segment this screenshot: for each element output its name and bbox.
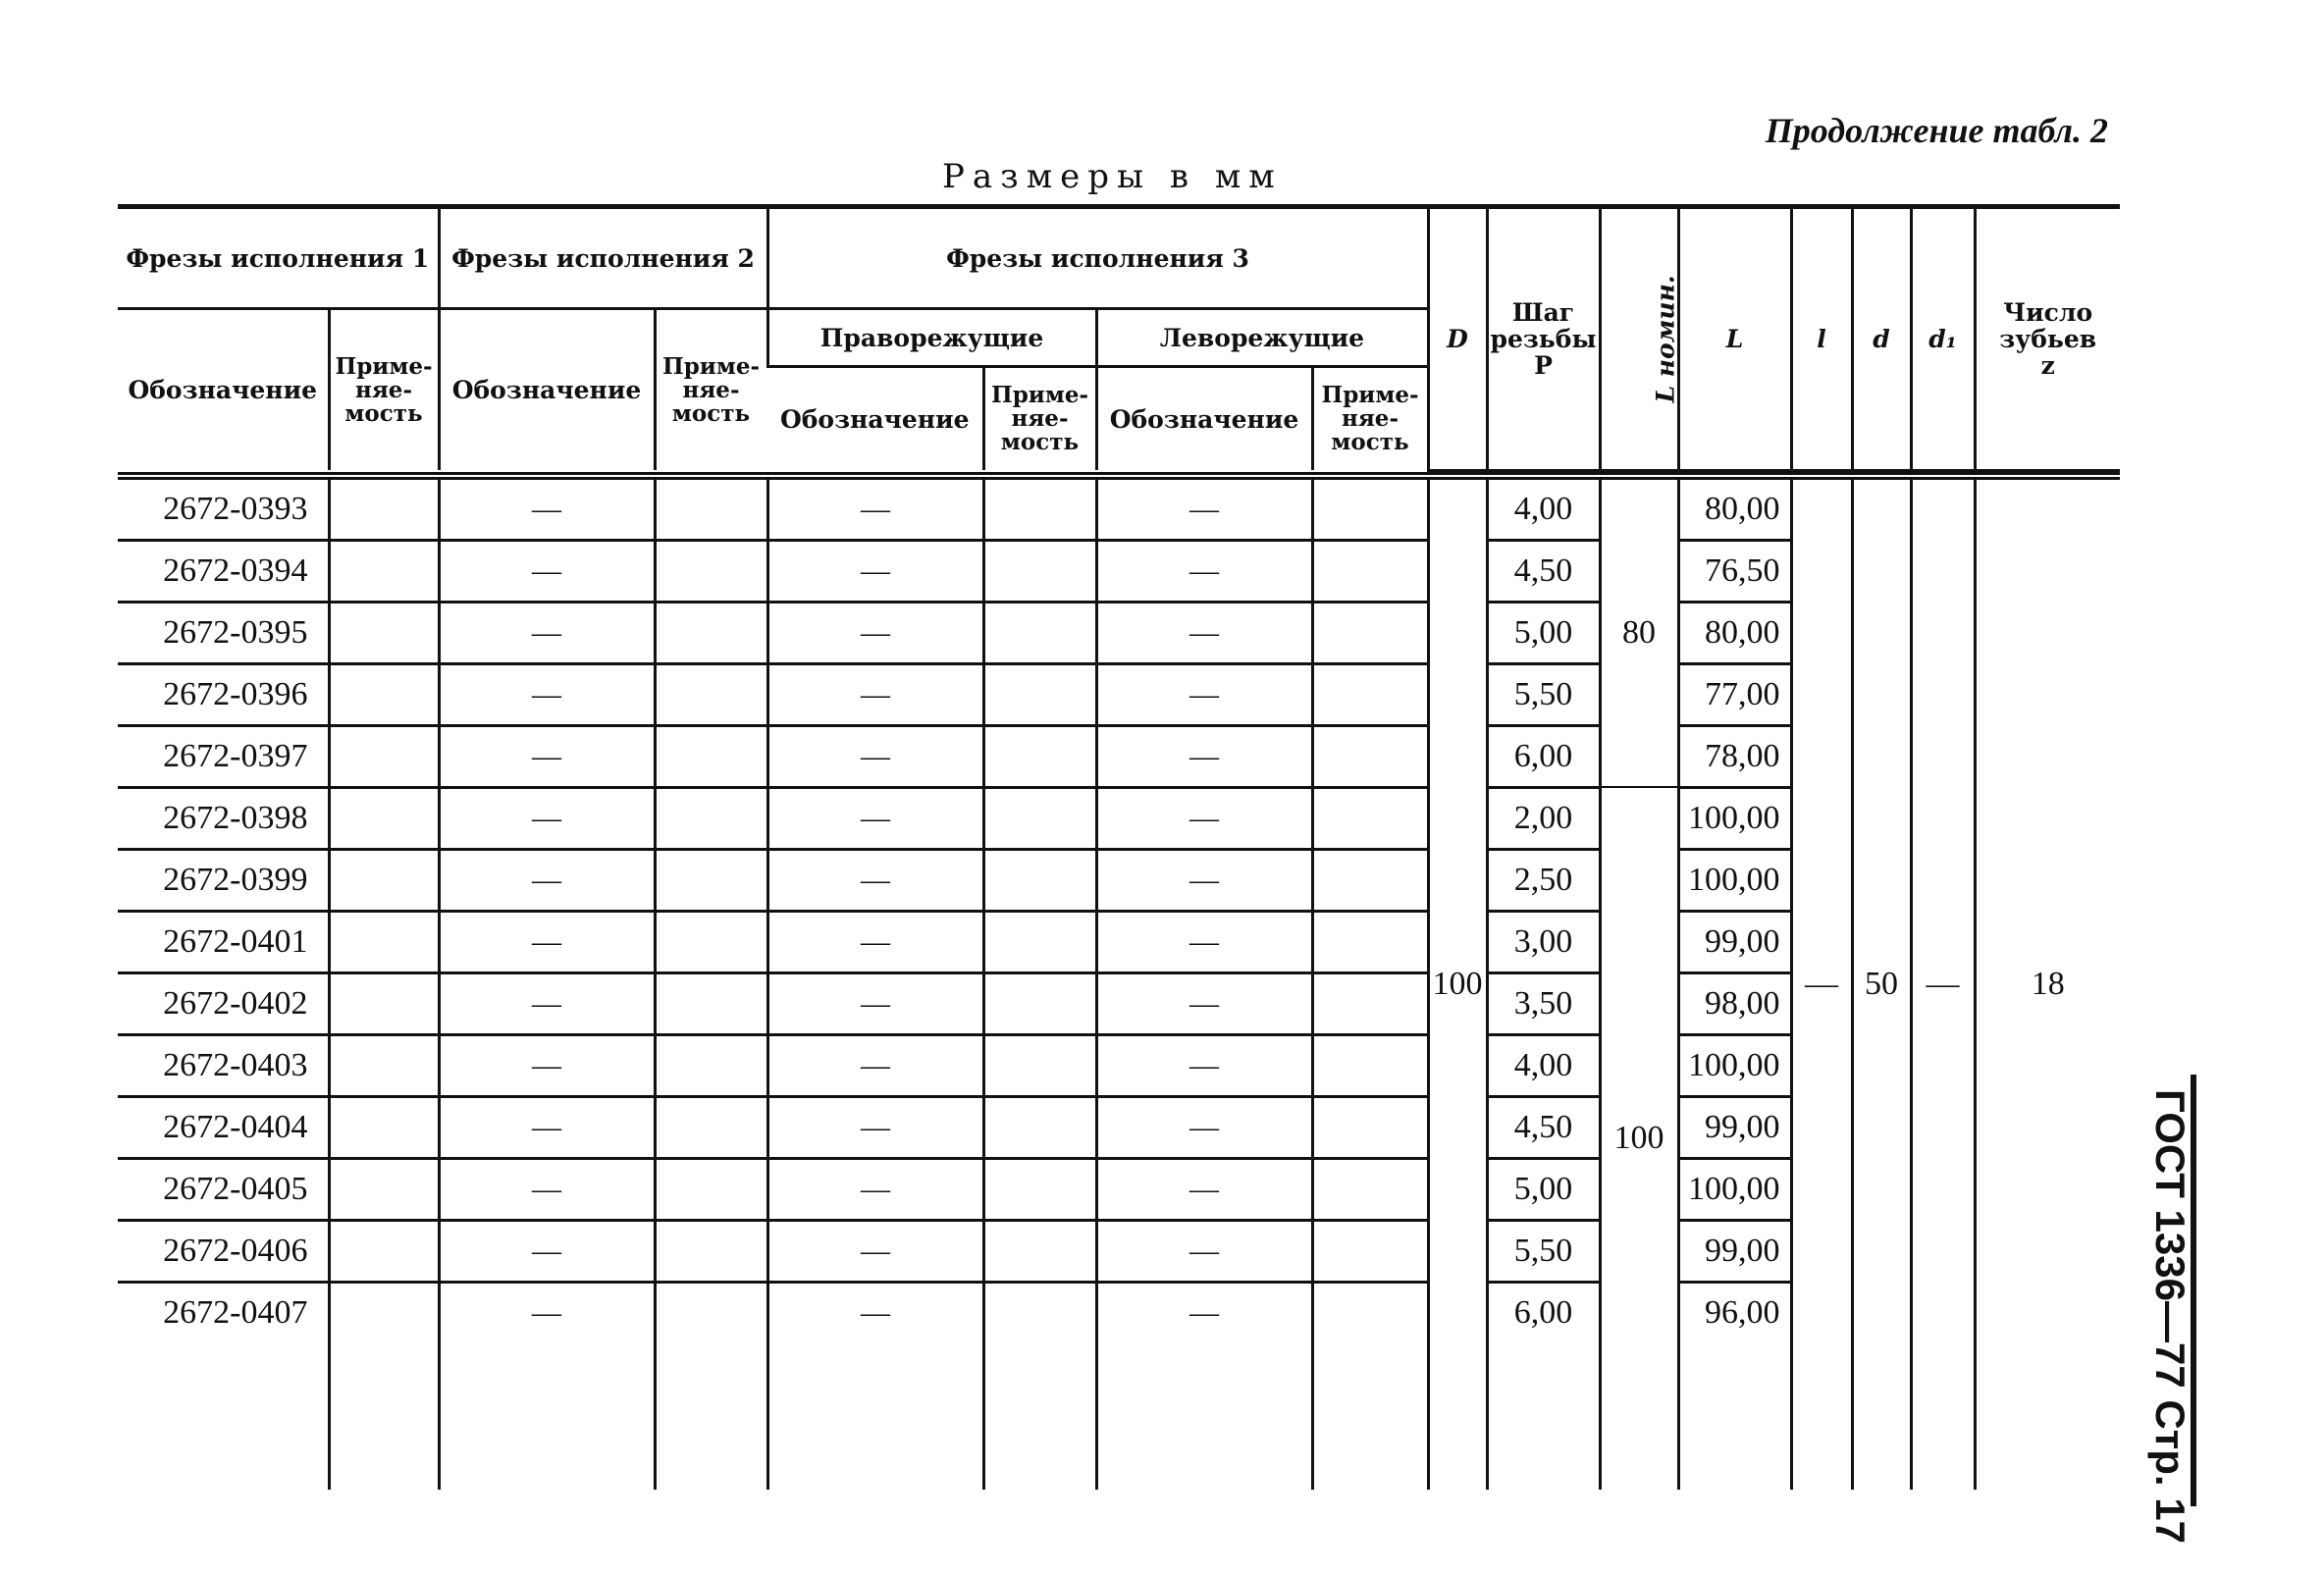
pitch-cell: 6,00 bbox=[1487, 1282, 1600, 1342]
sizes-table bbox=[118, 204, 2120, 1490]
applicability2-cell bbox=[655, 1220, 767, 1282]
designation-cell: 2672-0394 bbox=[118, 540, 329, 602]
right-applicability-cell bbox=[983, 1096, 1096, 1158]
right-applicability-cell bbox=[983, 1158, 1096, 1220]
l-nom-value-100: 100 bbox=[1600, 787, 1678, 1490]
right-designation-cell: — bbox=[767, 1034, 983, 1096]
right-designation-cell: — bbox=[767, 725, 983, 787]
table-body bbox=[118, 476, 2120, 1490]
applicability2-cell bbox=[655, 787, 767, 849]
designation2-cell: — bbox=[439, 602, 655, 663]
right-applicability-cell bbox=[983, 602, 1096, 663]
applicability-cell bbox=[329, 540, 439, 602]
applicability2-cell bbox=[655, 663, 767, 725]
left-designation-cell: — bbox=[1096, 725, 1312, 787]
left-applicability-cell bbox=[1312, 663, 1428, 725]
right-applicability-cell bbox=[983, 911, 1096, 972]
applicability2-cell bbox=[655, 540, 767, 602]
left-designation-cell: — bbox=[1096, 911, 1312, 972]
applicability2-cell bbox=[655, 849, 767, 911]
l-value-cell: 100,00 bbox=[1678, 787, 1791, 849]
designation2-cell: — bbox=[439, 1096, 655, 1158]
right-applicability-cell bbox=[983, 787, 1096, 849]
pitch-cell: 5,50 bbox=[1487, 663, 1600, 725]
group3-header: Фрезы исполнения 3 bbox=[767, 207, 1428, 309]
right-applicability-cell bbox=[983, 540, 1096, 602]
l-nom-label: L номин. bbox=[1651, 275, 1680, 403]
l-big-header: L bbox=[1678, 207, 1791, 471]
left-designation-cell: — bbox=[1096, 663, 1312, 725]
side-page-label: ГОСТ 1336—77 Стр. 17 bbox=[2147, 1089, 2193, 1544]
applicability-cell bbox=[329, 1220, 439, 1282]
l-value-cell: 98,00 bbox=[1678, 972, 1791, 1034]
sizes-caption: Размеры в мм bbox=[942, 157, 1283, 196]
l-value-cell: 100,00 bbox=[1678, 849, 1791, 911]
right-designation-cell: — bbox=[767, 911, 983, 972]
applicability2-cell bbox=[655, 602, 767, 663]
left-designation-cell: — bbox=[1096, 1282, 1312, 1342]
designation2-cell: — bbox=[439, 663, 655, 725]
designation-header-3r: Обозначение bbox=[779, 404, 970, 434]
l-nom-value-80: 80 bbox=[1600, 476, 1678, 788]
right-cut-header: Праворежущие bbox=[767, 309, 1096, 367]
designation-header-3l: Обозначение bbox=[1096, 367, 1312, 471]
left-applicability-cell bbox=[1312, 540, 1428, 602]
pitch-cell: 5,00 bbox=[1487, 602, 1600, 663]
left-designation-cell: — bbox=[1096, 602, 1312, 663]
designation-cell: 2672-0395 bbox=[118, 602, 329, 663]
designation2-cell: — bbox=[439, 787, 655, 849]
right-designation-cell: — bbox=[767, 849, 983, 911]
right-designation-cell: — bbox=[767, 476, 983, 541]
pitch-cell: 5,00 bbox=[1487, 1158, 1600, 1220]
d-small-header: d bbox=[1852, 207, 1911, 471]
pitch-cell: 5,50 bbox=[1487, 1220, 1600, 1282]
designation2-cell: — bbox=[439, 476, 655, 541]
designation-cell: 2672-0405 bbox=[118, 1158, 329, 1220]
applicability2-cell bbox=[655, 1282, 767, 1342]
right-designation-cell: — bbox=[767, 1096, 983, 1158]
l-value-cell: 99,00 bbox=[1678, 1220, 1791, 1282]
pitch-cell: 2,00 bbox=[1487, 787, 1600, 849]
applicability-cell bbox=[329, 911, 439, 972]
pitch-cell: 4,00 bbox=[1487, 476, 1600, 541]
left-applicability-cell bbox=[1312, 725, 1428, 787]
left-applicability-cell bbox=[1312, 1282, 1428, 1342]
designation-cell: 2672-0403 bbox=[118, 1034, 329, 1096]
d1-value: — bbox=[1911, 476, 1975, 1490]
applicability2-cell bbox=[655, 476, 767, 541]
left-applicability-cell bbox=[1312, 849, 1428, 911]
l-value-cell: 96,00 bbox=[1678, 1282, 1791, 1342]
left-applicability-cell bbox=[1312, 972, 1428, 1034]
applicability-cell bbox=[329, 972, 439, 1034]
left-designation-cell: — bbox=[1096, 1158, 1312, 1220]
right-applicability-cell bbox=[983, 1034, 1096, 1096]
left-designation-cell: — bbox=[1096, 1096, 1312, 1158]
l-value: — bbox=[1791, 476, 1852, 1490]
l-value-cell: 77,00 bbox=[1678, 663, 1791, 725]
filler-cell bbox=[329, 1342, 439, 1490]
left-applicability-cell bbox=[1312, 1158, 1428, 1220]
designation-cell: 2672-0398 bbox=[118, 787, 329, 849]
designation2-cell: — bbox=[439, 1220, 655, 1282]
pitch-cell: 4,00 bbox=[1487, 1034, 1600, 1096]
right-applicability-cell bbox=[983, 849, 1096, 911]
designation-cell: 2672-0399 bbox=[118, 849, 329, 911]
pitch-cell: 4,50 bbox=[1487, 540, 1600, 602]
designation2-cell: — bbox=[439, 540, 655, 602]
left-designation-cell: — bbox=[1096, 476, 1312, 541]
l-value-cell: 100,00 bbox=[1678, 1034, 1791, 1096]
l-value-cell: 99,00 bbox=[1678, 911, 1791, 972]
left-applicability-cell bbox=[1312, 787, 1428, 849]
designation-cell: 2672-0397 bbox=[118, 725, 329, 787]
left-applicability-cell bbox=[1312, 1034, 1428, 1096]
applicability-cell bbox=[329, 1158, 439, 1220]
right-designation-cell: — bbox=[767, 1282, 983, 1342]
left-cut-header: Леворежущие bbox=[1096, 309, 1428, 367]
pitch-cell: 3,50 bbox=[1487, 972, 1600, 1034]
filler-cell bbox=[1487, 1342, 1600, 1490]
left-applicability-cell bbox=[1312, 911, 1428, 972]
applicability2-cell bbox=[655, 911, 767, 972]
designation-header-1: Обозначение bbox=[128, 376, 318, 404]
applicability2-cell bbox=[655, 1034, 767, 1096]
filler-cell bbox=[1096, 1342, 1312, 1490]
designation-cell: 2672-0407 bbox=[163, 1293, 308, 1331]
applicability-header-3r: Приме- няе- мость bbox=[983, 367, 1096, 471]
right-designation-cell: — bbox=[767, 787, 983, 849]
applicability2-cell bbox=[655, 1096, 767, 1158]
l-value-cell: 100,00 bbox=[1678, 1158, 1791, 1220]
applicability-header-2: Приме- няе- мость bbox=[655, 309, 767, 471]
left-applicability-cell bbox=[1312, 1096, 1428, 1158]
applicability-cell bbox=[329, 663, 439, 725]
right-applicability-cell bbox=[983, 1220, 1096, 1282]
filler-cell bbox=[118, 1342, 329, 1490]
pitch-cell: 2,50 bbox=[1487, 849, 1600, 911]
designation-cell: 2672-0401 bbox=[118, 911, 329, 972]
pitch-cell: 4,50 bbox=[1487, 1096, 1600, 1158]
right-applicability-cell bbox=[983, 476, 1096, 541]
designation-header-2: Обозначение bbox=[439, 309, 655, 471]
d-value: 100 bbox=[1428, 476, 1487, 1490]
right-applicability-cell bbox=[983, 725, 1096, 787]
designation-cell: 2672-0393 bbox=[118, 476, 329, 541]
filler-cell bbox=[983, 1342, 1096, 1490]
applicability-cell bbox=[329, 849, 439, 911]
d1-header: d₁ bbox=[1911, 207, 1975, 471]
right-applicability-cell bbox=[983, 1282, 1096, 1342]
filler-cell bbox=[439, 1342, 655, 1490]
left-designation-cell: — bbox=[1096, 1220, 1312, 1282]
designation2-cell: — bbox=[439, 849, 655, 911]
right-designation-cell: — bbox=[767, 540, 983, 602]
applicability-cell bbox=[329, 602, 439, 663]
left-applicability-cell bbox=[1312, 602, 1428, 663]
designation-cell: 2672-0406 bbox=[118, 1220, 329, 1282]
l-value-cell: 80,00 bbox=[1678, 602, 1791, 663]
applicability-cell bbox=[329, 725, 439, 787]
teeth-value: 18 bbox=[1975, 476, 2120, 1490]
left-applicability-cell bbox=[1312, 1220, 1428, 1282]
applicability2-cell bbox=[655, 972, 767, 1034]
right-designation-cell: — bbox=[767, 1158, 983, 1220]
right-designation-cell: — bbox=[767, 602, 983, 663]
left-designation-cell: — bbox=[1096, 849, 1312, 911]
designation2-cell: — bbox=[439, 911, 655, 972]
teeth-header: Число зубьев z bbox=[1975, 207, 2120, 471]
l-nom-header bbox=[1600, 207, 1678, 471]
filler-cell bbox=[1678, 1342, 1791, 1490]
designation2-cell: — bbox=[439, 725, 655, 787]
applicability-cell bbox=[329, 787, 439, 849]
l-small-header: l bbox=[1791, 207, 1852, 471]
right-designation-cell: — bbox=[767, 1220, 983, 1282]
applicability-cell bbox=[329, 1096, 439, 1158]
continuation-label: Продолжение табл. 2 bbox=[1765, 111, 2108, 150]
left-applicability-cell bbox=[1312, 476, 1428, 541]
l-value-cell: 78,00 bbox=[1678, 725, 1791, 787]
applicability2-cell bbox=[655, 1158, 767, 1220]
pitch-cell: 6,00 bbox=[1487, 725, 1600, 787]
applicability-cell bbox=[329, 476, 439, 541]
pitch-header: Шаг резьбы P bbox=[1487, 207, 1600, 471]
designation-cell: 2672-0402 bbox=[118, 972, 329, 1034]
filler-cell bbox=[1312, 1342, 1428, 1490]
l-value-cell: 99,00 bbox=[1678, 1096, 1791, 1158]
table-row bbox=[118, 476, 2120, 541]
group2-header: Фрезы исполнения 2 bbox=[439, 207, 767, 309]
filler-cell bbox=[767, 1342, 983, 1490]
right-designation-cell: — bbox=[767, 972, 983, 1034]
d-value: 50 bbox=[1852, 476, 1911, 1490]
right-designation-cell: — bbox=[767, 663, 983, 725]
designation2-cell: — bbox=[439, 1282, 655, 1342]
l-value-cell: 76,50 bbox=[1678, 540, 1791, 602]
applicability-header-1: Приме- няе- мость bbox=[329, 309, 439, 471]
designation2-cell: — bbox=[439, 1034, 655, 1096]
d-col-header: D bbox=[1428, 207, 1487, 471]
left-designation-cell: — bbox=[1096, 1034, 1312, 1096]
left-designation-cell: — bbox=[1096, 972, 1312, 1034]
left-designation-cell: — bbox=[1096, 787, 1312, 849]
left-designation-cell: — bbox=[1096, 540, 1312, 602]
designation-cell: 2672-0396 bbox=[118, 663, 329, 725]
right-applicability-cell bbox=[983, 972, 1096, 1034]
designation2-cell: — bbox=[439, 972, 655, 1034]
designation-cell: 2672-0404 bbox=[118, 1096, 329, 1158]
designation2-cell: — bbox=[439, 1158, 655, 1220]
l-value-cell: 80,00 bbox=[1678, 476, 1791, 541]
applicability-cell bbox=[329, 1034, 439, 1096]
group1-header: Фрезы исполнения 1 bbox=[118, 207, 439, 309]
applicability2-cell bbox=[655, 725, 767, 787]
applicability-cell bbox=[329, 1282, 439, 1342]
filler-cell bbox=[655, 1342, 767, 1490]
pitch-cell: 3,00 bbox=[1487, 911, 1600, 972]
applicability-header-3l: Приме- няе- мость bbox=[1312, 367, 1428, 471]
right-applicability-cell bbox=[983, 663, 1096, 725]
